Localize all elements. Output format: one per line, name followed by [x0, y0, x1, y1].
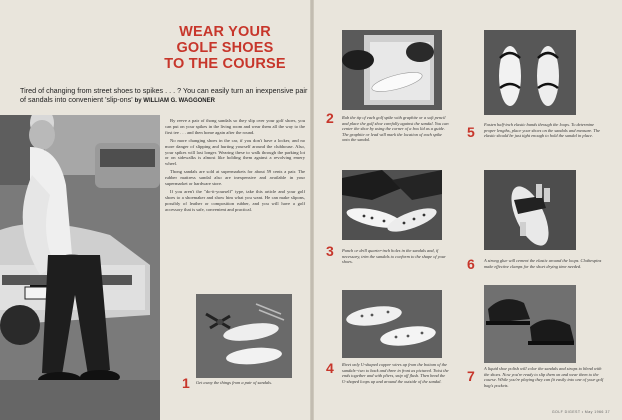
body-paragraph-4: If you aren't the "do-it-yourself" type, take this article and your golf shoes to a shoemaker and show him what you want. He can make slipons, possibly of leather or composition rubber, and you will have a golf accessory that is safe, convenient and practical.	[165, 188, 305, 212]
body-paragraph-3: Thong sandals are sold at supermarkets for about 59 cents a pair. The rubber mattress sandal also are inexpensive and available in your supermarket or hardware store.	[165, 169, 305, 187]
step-4-illustration	[342, 290, 442, 358]
title-line-3: TO THE COURSE	[164, 56, 286, 72]
step-2-illustration	[342, 30, 442, 110]
main-photo-illustration	[0, 115, 160, 420]
step-6-illustration	[484, 170, 576, 250]
step-4-photo	[342, 290, 442, 358]
step-2-caption: Rub the tip of each golf spike with graphite or a soft pencil and place the golf shoe carefully against the sandal. You can center the shoe by using the corner of a box lid as a guide. The graphite or lead will mark the location of each spike onto the sandal.	[342, 115, 449, 143]
step-3-photo	[342, 170, 442, 240]
article-intro	[20, 86, 310, 106]
step-1-illustration	[196, 294, 292, 378]
main-photo-man-with-car	[0, 115, 160, 420]
page-footer: GOLF DIGEST • May 1966 37	[551, 410, 610, 414]
step-3-number: 3	[326, 243, 334, 259]
step-5-photo	[484, 30, 576, 115]
step-6-photo	[484, 170, 576, 250]
step-2-photo	[342, 30, 442, 110]
step-7-number: 7	[467, 368, 475, 384]
byline: by WILLIAM G. WAGGONER	[134, 98, 215, 104]
step-6-number: 6	[467, 256, 475, 272]
step-1-photo	[196, 294, 292, 378]
step-3-caption: Punch or drill quarter-inch holes in the sandals and, if necessary, trim the sandals to conform to the shape of your shoes.	[342, 248, 446, 265]
step-2-number: 2	[326, 110, 334, 126]
step-7-caption: A liquid shoe polish will color the sandals and straps to blend with the shoes. Now you're ready to slip them on and wear them to the course. While you're playing they can fit easily into one of your golf bag's pockets.	[484, 366, 604, 388]
body-paragraph-1: By reeve a pair of thong sandals so they slip over your golf shoes, you can put on your spikes in the living room and wear them all the way to the first tee . . . and then home again after the round.	[165, 118, 305, 135]
step-7-photo	[484, 285, 576, 363]
body-paragraph-2: No more changing shoes in the car, if you don't have a locker, and no more danger of slipping and hurting yourself around the clubhouse. Also, your spikes will last longer. Wearing these to walk through the parking lot or on sidewalks is almost like holding them against a revolving emery wheel.	[165, 137, 305, 167]
step-3-illustration	[342, 170, 442, 240]
step-5-number: 5	[467, 124, 475, 140]
page-gutter	[310, 0, 314, 420]
step-1-caption: Get away the things from a pair of sandals.	[196, 380, 273, 385]
step-5-illustration	[484, 30, 576, 115]
step-7-illustration	[484, 285, 576, 363]
step-6-caption: A strong glue will cement the elastic around the loops. Clothespins make effective clamps for the short drying time needed.	[484, 258, 602, 269]
intro-text: Tired of changing from street shoes to spikes . . . ? You can easily turn an inexpensive pair of sandals into convenient 'slip-ons'	[20, 86, 308, 104]
title-line-2: GOLF SHOES	[176, 40, 274, 56]
step-5-caption: Fasten half-inch elastic bands through the loops. To determine proper lengths, place your shoes on the sandals and measure. The elastic should be just tight enough to hold the sandal in place.	[484, 122, 601, 139]
article-title	[150, 24, 300, 72]
step-1-number: 1	[182, 375, 190, 391]
step-4-caption: Rivet only U-shaped copper wires up from the bottom of the sandals--two to back and three in front as pictured. Twist the ends together and with pliers, snip off flush. Then bend the U-shaped loops up and around the outside of the sandal.	[342, 362, 449, 384]
title-line-1: WEAR YOUR	[179, 24, 271, 40]
step-4-number: 4	[326, 360, 334, 376]
article-body	[165, 118, 305, 215]
